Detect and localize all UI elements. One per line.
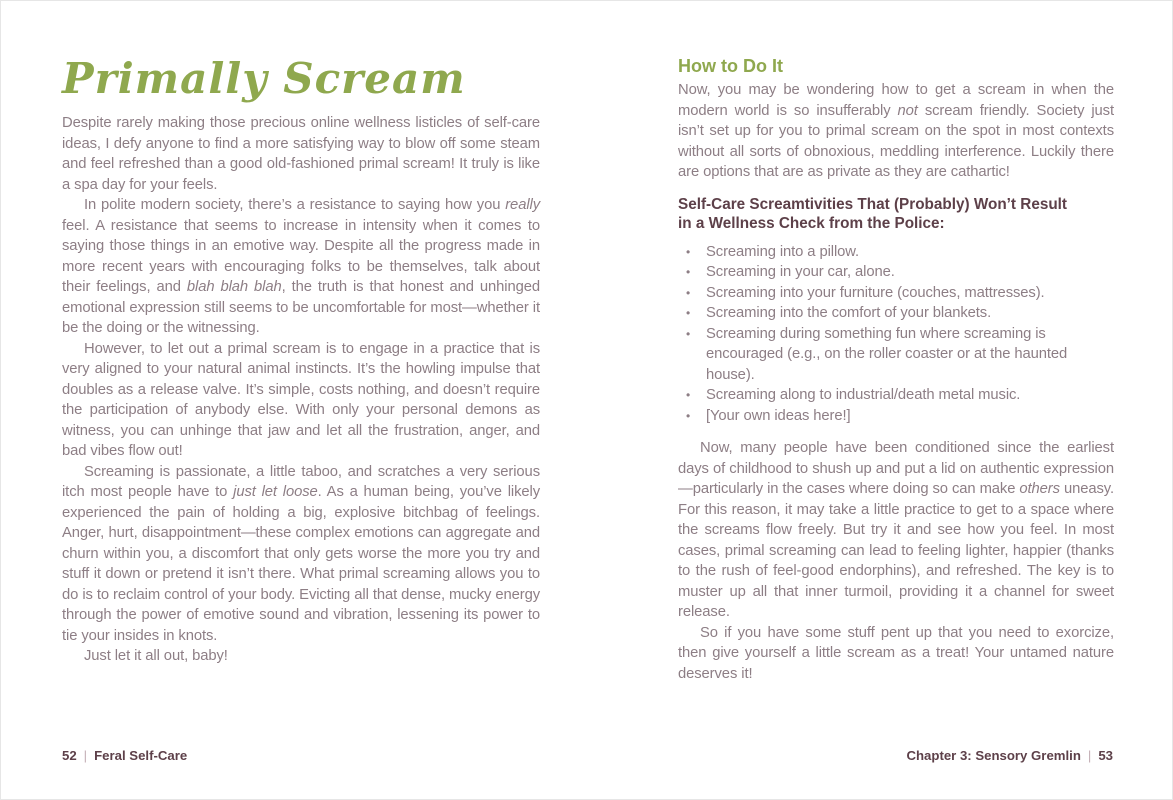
paragraph: In polite modern society, there’s a resistance to saying how you really feel. A resistance that seems to increase in intensity when it comes to saying those things in an emotive way. Despite all the progress made in more recent years with encouraging folks to be themselves, talk about their feelings, and blah blah blah, the truth is that honest and unhinged emotional expression still seems to be uncomfortable for most—whether it be the doing or the witnessing.	[62, 197, 541, 336]
book-title: Feral Self-Care	[94, 748, 188, 763]
chapter-label: Chapter 3: Sensory Gremlin	[906, 748, 1081, 763]
paragraph: However, to let out a primal scream is to engage in a practice that is very aligned to your natural animal instincts. It’s the howling impulse that doubles as a release valve. It’s simple, costs nothing, and doesn’t require the participation of anybody else. With only your personal demons as witness, you can unhinge that jaw and let all the frustration, anger, and bad vibes flow out!	[62, 340, 540, 459]
screamtivities-list	[678, 242, 1114, 427]
bullet-item: • Screaming in your car, alone.	[678, 262, 1114, 283]
paragraph: Now, many people have been conditioned since the earliest days of childhood to shush up and put a lid on authentic expression—particularly in the cases where doing so can make others uneasy. For this reason, it may take a little practice to get to a space where the screams flow freely. But try it and see how you feel. In most cases, primal screaming can lead to feeling lighter, happier (thanks to the rush of feel-good endorphins), and refreshed. The key is to muster up all that inner turmoil, providing it a channel for sweet release.	[678, 440, 1115, 620]
subheading-line: in a Wellness Check from the Police:	[678, 215, 945, 232]
page-left	[62, 55, 540, 667]
subheading-line: Self-Care Screamtivities That (Probably) Won’t Result	[678, 195, 1068, 213]
chapter-title: Primally Scream	[62, 54, 466, 103]
bullet-item: • Screaming during something fun where screaming is encouraged (e.g., on the roller coaster or at the haunted house).	[678, 324, 1114, 386]
page-number: 52	[62, 748, 77, 763]
footer-left	[62, 748, 187, 764]
paragraph: Just let it all out, baby!	[84, 648, 228, 664]
footer-divider: |	[83, 748, 88, 763]
paragraph: Despite rarely making those precious online wellness listicles of self-care ideas, I defy anyone to find a more satisfying way to blow off some steam and feel refreshed than a good old-fashioned primal scream! It truly is like a spa day for your feels.	[62, 115, 540, 193]
section-heading: How to Do It	[678, 56, 783, 76]
bullet-item: • Screaming along to industrial/death metal music.	[678, 385, 1114, 406]
list-subheading	[678, 195, 1114, 234]
bullet-item: • Screaming into the comfort of your blankets.	[678, 303, 1114, 324]
paragraph: So if you have some stuff pent up that you need to exorcize, then give yourself a little scream as a treat! Your untamed nature deserves it!	[678, 624, 1114, 682]
footer-divider: |	[1087, 748, 1092, 763]
bullet-item: • Screaming into your furniture (couches, mattresses).	[678, 283, 1114, 304]
page-right	[678, 55, 1114, 684]
page-number: 53	[1098, 748, 1113, 763]
paragraph: Screaming is passionate, a little taboo, and scratches a very serious itch most people have to just let loose. As a human being, you’ve likely experienced the pain of holding a big, explosive bitchbag of feelings. Anger, hurt, disappointment—these complex emotions can aggregate and churn within you, a discomfort that only gets worse the more you try and stuff it down or pretend it isn’t there. What primal screaming allows you to do is to reclaim control of your body. Evicting all that dense, mucky energy through the power of emotive sound and vibration, lessening its power to tie your insides in knots.	[62, 463, 540, 644]
footer-right	[906, 748, 1113, 764]
bullet-item: • [Your own ideas here!]	[678, 406, 1114, 427]
paragraph: Now, you may be wondering how to get a scream in when the modern world is so insufferably not scream friendly. Society just isn’t set up for you to primal scream on the spot in most contexts without all sorts of obnoxious, meddling interference. Luckily there are options that are as private as they are cathartic!	[678, 82, 1114, 180]
bullet-item: • Screaming into a pillow.	[678, 242, 1114, 263]
